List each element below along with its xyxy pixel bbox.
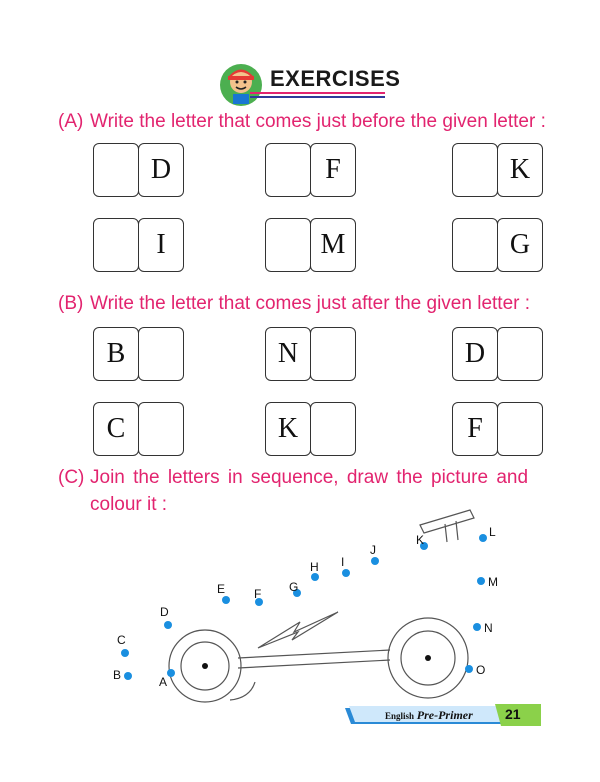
box-pair-b1 [93,327,185,381]
car-spoiler [420,510,474,542]
title-underline-pink [250,92,385,94]
dot-o[interactable] [465,665,473,673]
dot-label-l: L [489,525,496,539]
dot-label-f: F [254,587,262,601]
box-pair-a1 [93,143,185,197]
section-b-heading [58,293,530,315]
dot-j[interactable] [371,557,379,565]
given-letter: D [452,327,498,381]
dot-label-o: O [476,663,486,677]
box-pair-b5 [265,402,357,456]
section-c-heading [58,467,528,489]
dot-label-b: B [113,668,122,682]
section-b-label: (B) [58,293,84,314]
given-letter: D [138,143,184,197]
dot-label-i: I [341,555,345,569]
front-wheel [388,618,468,698]
answer-box[interactable] [93,143,139,197]
page-title: EXERCISES [270,66,401,91]
answer-box[interactable] [452,218,498,272]
dot-n[interactable] [473,623,481,631]
dot-l[interactable] [479,534,487,542]
dot-h[interactable] [311,573,319,581]
dot-c[interactable] [121,649,129,657]
answer-box[interactable] [497,402,543,456]
dot-i[interactable] [342,569,350,577]
lightning-bolt [258,612,338,648]
box-pair-b2 [265,327,357,381]
answer-box[interactable] [497,327,543,381]
answer-box[interactable] [93,218,139,272]
dot-e[interactable] [222,596,230,604]
box-pair-a5 [265,218,357,272]
title-underline-blue [250,96,385,98]
box-pair-a6 [452,218,544,272]
given-letter: B [93,327,139,381]
box-pair-a4 [93,218,185,272]
answer-box[interactable] [265,218,311,272]
box-pair-b6 [452,402,544,456]
boy-mascot-icon [218,62,264,108]
box-pair-b4 [93,402,185,456]
footer-book-title [385,708,473,723]
section-b-instruction: Write the letter that comes just after the given letter : [90,293,531,314]
given-letter: I [138,218,184,272]
footer [345,704,541,726]
dot-label-c: C [117,633,126,647]
section-a-label: (A) [58,111,84,132]
dot-label-g: G [289,580,299,594]
dot-b[interactable] [124,672,132,680]
dot-label-a: A [159,675,168,689]
answer-box[interactable] [265,143,311,197]
dot-m[interactable] [477,577,485,585]
section-a-instruction: Write the letter that comes just before the given letter : [90,111,546,132]
given-letter: K [497,143,543,197]
dot-a[interactable] [167,669,175,677]
given-letter: K [265,402,311,456]
dot-label-h: H [310,560,319,574]
car-chassis [230,650,390,700]
answer-box[interactable] [138,402,184,456]
given-letter: M [310,218,356,272]
given-letter: G [497,218,543,272]
dot-label-k: K [416,533,425,547]
given-letter: F [452,402,498,456]
given-letter: C [93,402,139,456]
footer-book-prefix: English [385,711,415,721]
car-dot-drawing[interactable] [0,500,600,710]
dot-label-e: E [217,582,226,596]
section-c-label: (C) [58,467,85,488]
box-pair-a2 [265,143,357,197]
box-pair-b3 [452,327,544,381]
given-letter: F [310,143,356,197]
page-number: 21 [505,706,521,722]
dot-label-d: D [160,605,169,619]
box-pair-a3 [452,143,544,197]
dot-label-n: N [484,621,493,635]
dot-label-m: M [488,575,498,589]
section-a-heading [58,111,546,133]
answer-box[interactable] [310,402,356,456]
dot-label-j: J [370,543,376,557]
answer-box[interactable] [138,327,184,381]
given-letter: N [265,327,311,381]
dot-d[interactable] [164,621,172,629]
section-c-instruction-line2: colour it : [90,494,168,515]
footer-book-name: Pre-Primer [416,708,473,722]
answer-box[interactable] [310,327,356,381]
section-c-instruction-line1: Join the letters in sequence, draw the picture and [90,467,529,488]
answer-box[interactable] [452,143,498,197]
rear-wheel [169,630,241,702]
